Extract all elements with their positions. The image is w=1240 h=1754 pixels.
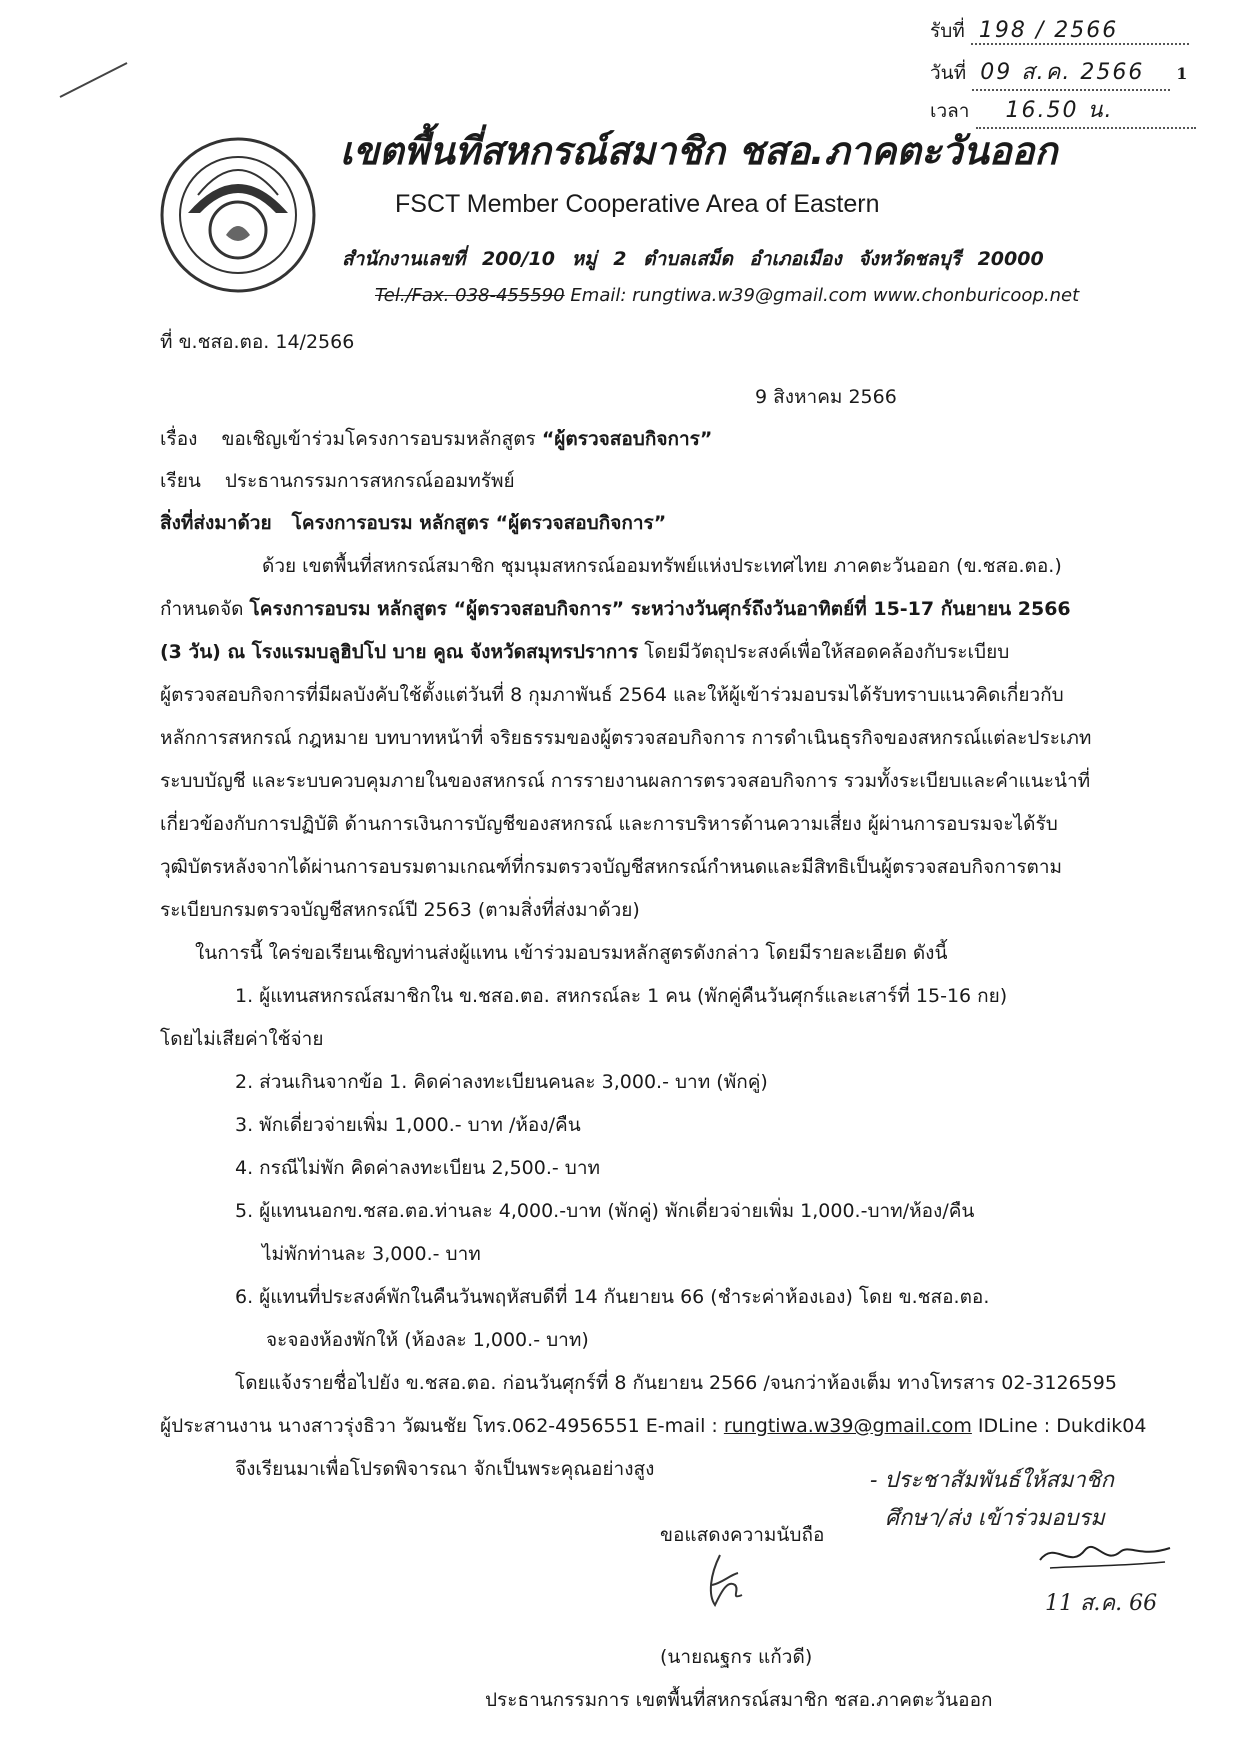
list-item-1: 1. ผู้แทนสหกรณ์สมาชิกใน ข.ชสอ.ตอ. สหกรณ์ละ 1 คน (พักคู่คืนวันศุกร์และเสาร์ที่ 15-16 กย)	[235, 985, 1008, 1007]
body-p1-line4: ผู้ตรวจสอบกิจการที่มีผลบังคับใช้ตั้งแต่วันที่ 8 กุมภาพันธ์ 2564 และให้ผู้เข้าร่วมอบรมได้รับทราบแนวคิดเกี่ยวกับ	[160, 684, 1064, 706]
email-website: Email: rungtiwa.w39@gmail.com www.chonburicoop.net	[570, 285, 1080, 306]
list-item-5-continued: ไม่พักท่านละ 3,000.- บาท	[262, 1243, 481, 1265]
list-item-1-continued: โดยไม่เสียค่าใช้จ่าย	[160, 1028, 324, 1050]
recipient-line	[160, 466, 515, 496]
handwritten-note-line1: - ประชาสัมพันธ์ให้สมาชิก	[870, 1468, 1114, 1493]
subject-text: ขอเชิญเข้าร่วมโครงการอบรมหลักสูตร	[221, 428, 536, 450]
regards: ขอแสดงความนับถือ	[660, 1524, 825, 1546]
signature-mark	[690, 1545, 760, 1615]
body-p1-line1: ด้วย เขตพื้นที่สหกรณ์สมาชิก ชุมนุมสหกรณ์ออมทรัพย์แห่งประเทศไทย ภาคตะวันออก (ข.ชสอ.ตอ.)	[262, 555, 1062, 577]
signer-position: ประธานกรรมการ เขตพื้นที่สหกรณ์สมาชิก ชสอ.ภาคตะวันออก	[485, 1689, 993, 1711]
registration-line: โดยแจ้งรายชื่อไปยัง ข.ชสอ.ตอ. ก่อนวันศุกร์ที่ 8 กันยายน 2566 /จนกว่าห้องเต็ม ทางโทรสาร 02-3126595	[235, 1372, 1117, 1394]
body-p1-line7: เกี่ยวข้องกับการปฏิบัติ ด้านการเงินการบัญชีของสหกรณ์ และการบริหารด้านความเสี่ยง ผู้ผ่านการอบรมจะได้รับ	[160, 813, 1058, 835]
closing-sentence: จึงเรียนมาเพื่อโปรดพิจารณา จักเป็นพระคุณอย่างสูง	[235, 1458, 655, 1480]
handwritten-note-date: 11 ส.ค. 66	[1045, 1591, 1158, 1616]
list-item-3: 3. พักเดี่ยวจ่ายเพิ่ม 1,000.- บาท /ห้อง/คืน	[235, 1114, 581, 1136]
body-p1-line9: ระเบียบกรมตรวจบัญชีสหกรณ์ปี 2563 (ตามสิ่งที่ส่งมาด้วย)	[160, 899, 640, 921]
handwritten-note-line2: ศึกษา/ส่ง เข้าร่วมอบรม	[885, 1506, 1105, 1531]
body-p1-line3-bold: (3 วัน) ณ โรงแรมบลูฮิปโป บาย คูณ จังหวัดสมุทรปราการ	[160, 641, 639, 663]
coordinator-line-id: IDLine : Dukdik04	[971, 1415, 1147, 1437]
signer-name: (นายณฐกร แก้วดี)	[660, 1646, 813, 1668]
coordinator-email-link[interactable]: rungtiwa.w39@gmail.com	[723, 1415, 972, 1437]
enclosure-line	[160, 508, 666, 538]
body-p1-line2-plain: กำหนดจัด	[160, 598, 250, 620]
subject-course: “ผู้ตรวจสอบกิจการ”	[541, 428, 713, 450]
body-p1-line2	[160, 594, 1071, 624]
received-time: 16.50 น.	[976, 92, 1196, 129]
date-label: วันที่	[930, 62, 967, 84]
logo-emblem-icon	[158, 135, 318, 295]
reference-number: ที่ ข.ชสอ.ตอ. 14/2566	[160, 331, 355, 353]
time-label: เวลา	[930, 100, 970, 122]
enclosure-label: สิ่งที่ส่งมาด้วย	[160, 512, 272, 534]
contact-line	[375, 285, 1079, 306]
list-item-2: 2. ส่วนเกินจากข้อ 1. คิดค่าลงทะเบียนคนละ 3,000.- บาท (พักคู่)	[235, 1071, 768, 1093]
received-label: รับที่	[930, 20, 965, 42]
list-item-6: 6. ผู้แทนที่ประสงค์พักในคืนวันพฤหัสบดีที่ 14 กันยายน 66 (ชำระค่าห้องเอง) โดย ข.ชสอ.ตอ.	[235, 1286, 990, 1308]
body-p1-line2-bold: โครงการอบรม หลักสูตร “ผู้ตรวจสอบกิจการ” ระหว่างวันศุกร์ถึงวันอาทิตย์ที่ 15-17 กันยายน 2566	[249, 598, 1071, 620]
subject-line	[160, 424, 712, 454]
handwritten-signature	[1030, 1530, 1180, 1580]
org-name-english: FSCT Member Cooperative Area of Eastern	[395, 190, 880, 218]
enclosure: โครงการอบรม หลักสูตร “ผู้ตรวจสอบกิจการ”	[291, 512, 667, 534]
pen-mark	[55, 55, 135, 105]
received-number: 198 / 2566	[971, 18, 1189, 45]
received-stamp	[930, 12, 1230, 122]
body-p1-line3	[160, 637, 1009, 667]
coordinator-info: ผู้ประสานงาน นางสาวรุ่งธิวา วัฒนชัย โทร.062-4956551 E-mail :	[160, 1415, 724, 1437]
to-label: เรียน	[160, 470, 201, 492]
body-p1-line6: ระบบบัญชี และระบบควบคุมภายในของสหกรณ์ การรายงานผลการตรวจสอบกิจการ รวมทั้งระเบียบและคำแนะนำที่	[160, 770, 1091, 792]
list-item-6-continued: จะจองห้องพักให้ (ห้องละ 1,000.- บาท)	[266, 1329, 589, 1351]
list-item-5: 5. ผู้แทนนอกข.ชสอ.ตอ.ท่านละ 4,000.-บาท (พักคู่) พักเดี่ยวจ่ายเพิ่ม 1,000.-บาท/ห้อง/คืน	[235, 1200, 975, 1222]
body-p1-line5: หลักการสหกรณ์ กฎหมาย บทบาทหน้าที่ จริยธรรมของผู้ตรวจสอบกิจการ การดำเนินธุรกิจของสหกรณ์แต่ละประเภท	[160, 727, 1092, 749]
list-item-4: 4. กรณีไม่พัก คิดค่าลงทะเบียน 2,500.- บาท	[235, 1157, 601, 1179]
org-logo	[158, 135, 318, 295]
office-address: สำนักงานเลขที่ 200/10 หมู่ 2 ตำบลเสม็ด อำเภอเมือง จังหวัดชลบุรี 20000	[342, 248, 1044, 270]
org-name-thai: เขตพื้นที่สหกรณ์สมาชิก ชสอ.ภาคตะวันออก	[340, 129, 1058, 173]
body-p1-line3-plain: โดยมีวัตถุประสงค์เพื่อให้สอดคล้องกับระเบียบ	[638, 641, 1010, 663]
received-date: 09 ส.ค. 2566	[972, 54, 1170, 91]
recipient: ประธานกรรมการสหกรณ์ออมทรัพย์	[224, 470, 515, 492]
date-suffix: 1	[1176, 64, 1188, 83]
body-p2: ในการนี้ ใคร่ขอเรียนเชิญท่านส่งผู้แทน เข้าร่วมอบรมหลักสูตรดังกล่าว โดยมีรายละเอียด ดังนี้	[195, 942, 948, 964]
body-p1-line8: วุฒิบัตรหลังจากได้ผ่านการอบรมตามเกณฑ์ที่กรมตรวจบัญชีสหกรณ์กำหนดและมีสิทธิเป็นผู้ตรวจสอบกิจการตาม	[160, 856, 1063, 878]
subject-label: เรื่อง	[160, 428, 198, 450]
coordinator-line	[160, 1411, 1146, 1441]
phone-fax-struck: Tel./Fax. 038-455590	[375, 285, 565, 306]
letter-date: 9 สิงหาคม 2566	[755, 386, 897, 408]
